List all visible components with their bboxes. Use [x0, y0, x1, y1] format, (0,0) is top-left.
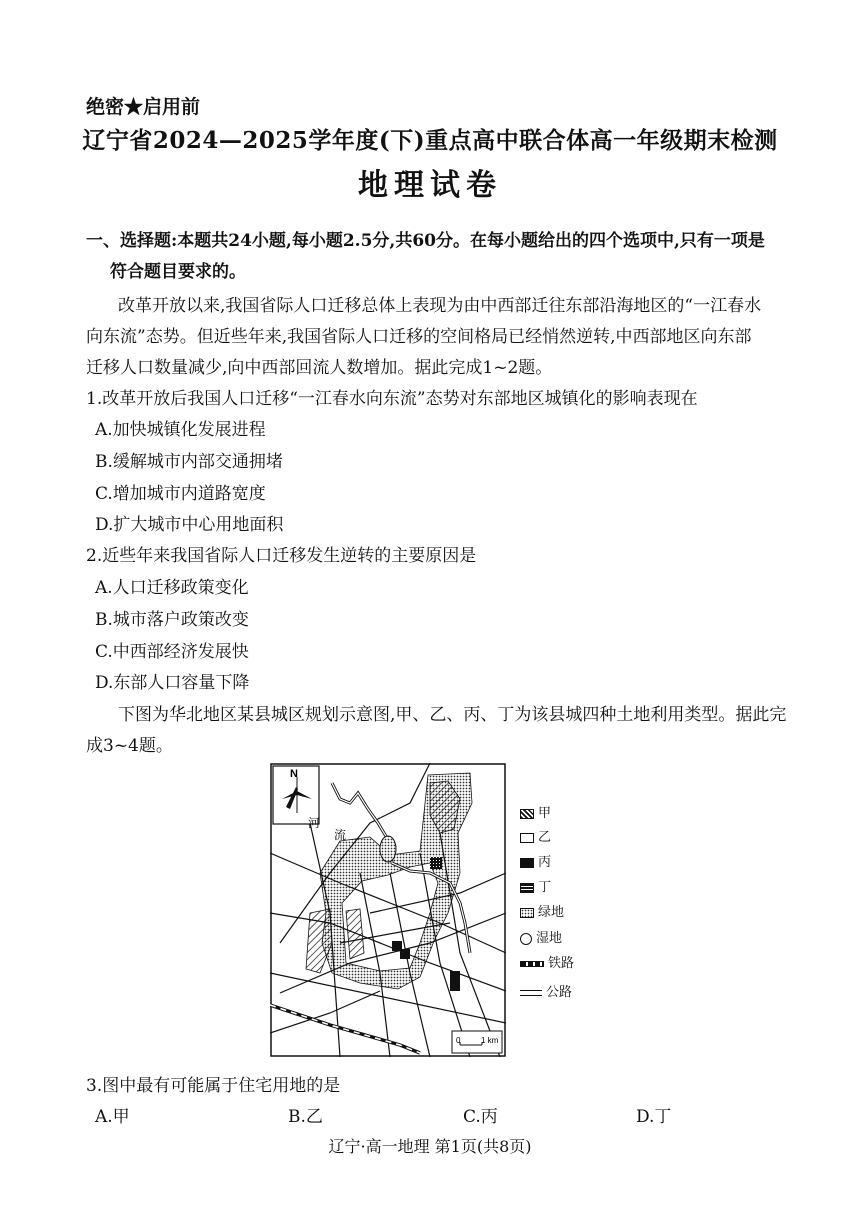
north-label: N	[290, 768, 298, 780]
passage1-line: 改革开放以来,我国省际人口迁移总体上表现为由中西部迁往东部沿海地区的“一江春水	[118, 296, 762, 316]
passage1-line: 向东流”态势。但近些年来,我国省际人口迁移的空间格局已经悄然逆转,中西部地区向东部	[86, 327, 752, 347]
confidential-mark: 绝密★启用前	[86, 96, 201, 118]
scale-zero: 0	[456, 1036, 461, 1045]
question-2-stem: 2.近些年来我国省际人口迁移发生逆转的主要原因是	[86, 546, 477, 566]
passage1-line: 迁移人口数量减少,向中西部回流人数增加。据此完成1~2题。	[86, 358, 553, 378]
solid-box-icon	[520, 858, 534, 868]
question-1-option-d[interactable]: D.扩大城市中心用地面积	[95, 515, 284, 535]
county-planning-map	[270, 763, 506, 1057]
question-3-option-b[interactable]: B.乙	[288, 1107, 323, 1127]
exam-title: 辽宁省2024—2025学年度(下)重点高中联合体高一年级期末检测	[82, 127, 778, 154]
legend-ding: 丁	[520, 880, 551, 896]
land-type-ding-block	[430, 857, 442, 869]
legend-railway: 铁路	[520, 956, 574, 972]
wetland-icon	[520, 933, 532, 945]
passage2-line: 成3~4题。	[86, 736, 173, 756]
railway-icon	[520, 961, 544, 967]
passage2-line: 下图为华北地区某县城区规划示意图,甲、乙、丙、丁为该县城四种土地利用类型。据此完	[118, 705, 787, 725]
question-2-option-a[interactable]: A.人口迁移政策变化	[95, 578, 249, 598]
wetland	[380, 836, 396, 862]
legend-yi: 乙	[520, 830, 551, 846]
section-heading-line1: 一、选择题:本题共24小题,每小题2.5分,共60分。在每小题给出的四个选项中,只有一项是	[86, 231, 765, 251]
section-heading-line2: 符合题目要求的。	[110, 262, 246, 282]
blank-box-icon	[520, 833, 534, 843]
hatch-icon	[520, 809, 534, 819]
question-1-option-a[interactable]: A.加快城镇化发展进程	[95, 420, 266, 440]
question-3-stem: 3.图中最有可能属于住宅用地的是	[86, 1076, 341, 1096]
subject-title: 地理试卷	[358, 168, 502, 203]
question-1-option-c[interactable]: C.增加城市内道路宽度	[95, 484, 266, 504]
page-footer: 辽宁·高一地理 第1页(共8页)	[328, 1137, 532, 1156]
question-2-option-b[interactable]: B.城市落户政策改变	[95, 610, 249, 630]
legend-jia: 甲	[520, 806, 551, 822]
river-label-2: 流	[334, 828, 347, 842]
question-3-option-d[interactable]: D.丁	[636, 1107, 672, 1127]
question-2-option-d[interactable]: D.东部人口容量下降	[95, 673, 250, 693]
dotted-box-icon	[520, 908, 534, 918]
scale-unit: 1 km	[481, 1036, 499, 1045]
legend-green: 绿地	[520, 905, 564, 921]
grid-box-icon	[520, 883, 534, 893]
legend-bing: 丙	[520, 855, 551, 871]
river-label-1: 河	[308, 816, 321, 830]
legend-highway: 公路	[520, 985, 572, 1001]
highway-icon	[520, 990, 542, 996]
question-3-option-c[interactable]: C.丙	[463, 1107, 498, 1127]
question-1-stem: 1.改革开放后我国人口迁移“一江春水向东流”态势对东部地区城镇化的影响表现在	[86, 389, 698, 409]
legend-wetland: 湿地	[520, 931, 562, 947]
question-1-option-b[interactable]: B.缓解城市内部交通拥堵	[95, 452, 283, 472]
question-3-option-a[interactable]: A.甲	[95, 1107, 130, 1127]
question-2-option-c[interactable]: C.中西部经济发展快	[95, 642, 249, 662]
